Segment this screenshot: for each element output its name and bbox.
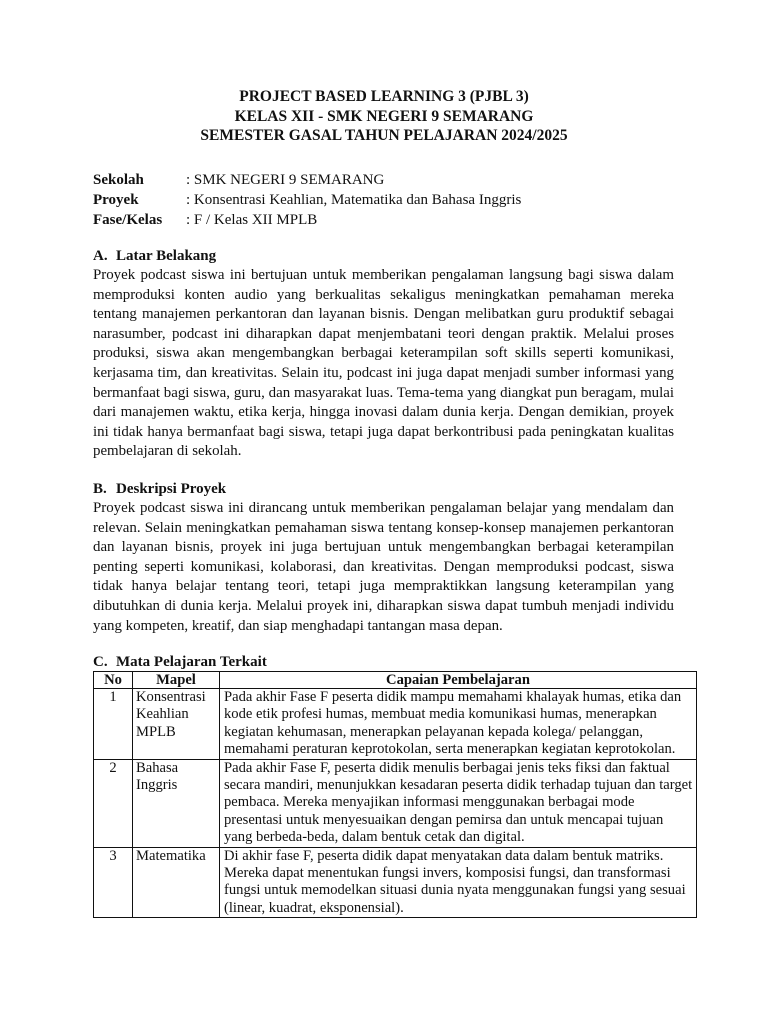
info-row-sekolah <box>93 170 521 190</box>
info-block <box>93 170 521 230</box>
section-heading <box>93 479 674 499</box>
cell-mapel: Konsentrasi Keahlian MPLB <box>133 689 220 760</box>
cell-capaian: Pada akhir Fase F peserta didik mampu memahami khalayak humas, etika dan kode etik profesi humas, membuat media komunikasi humas, menerapkan kegiatan kehumasan, menerapkan pelayanan kepada kolega/ pelanggan, memahami peraturan keprotokolan, serta menerapkan kegiatan keprotokolan. <box>220 689 697 760</box>
cell-capaian: Pada akhir Fase F, peserta didik menulis berbagai jenis teks fiksi dan faktual secara mandiri, menunjukkan kesadaran peserta didik terhadap tujuan dan target pembaca. Mereka menyajikan informasi menggunakan berbagai mode presentasi untuk menyesuaikan dengan pemirsa dan untuk mencapai tujuan yang berbeda-beda, dalam bentuk cetak dan digital. <box>220 759 697 847</box>
cell-no: 1 <box>94 689 133 760</box>
title-line-1: PROJECT BASED LEARNING 3 (PJBL 3) <box>239 88 529 105</box>
section-body: Proyek podcast siswa ini bertujuan untuk memberikan pengalaman langsung bagi siswa dalam memproduksi konten audio yang berkualitas sekaligus meningkatkan pemahaman mereka tentang manajemen perkantoran dan layanan bisnis. Dengan melibatkan guru produktif sebagai narasumber, podcast ini diharapkan dapat menjembatani teori dengan praktik. Melalui proses produksi, siswa akan mengembangkan berbagai keterampilan soft skills seperti komunikasi, kerjasama tim, dan kreativitas. Selain itu, podcast ini juga dapat menjadi sumber informasi yang bermanfaat bagi siswa, guru, dan masyarakat luas. Tema-tema yang diangkat pun beragam, mulai dari manajemen waktu, etika kerja, hingga inovasi dalam dunia kerja. Dengan demikian, proyek ini tidak hanya bermanfaat bagi siswa, tetapi juga dapat berkontribusi pada peningkatan kualitas pembelajaran di sekolah. <box>93 267 674 460</box>
info-value: : SMK NEGERI 9 SEMARANG <box>186 172 385 188</box>
table-row <box>94 759 697 847</box>
cell-mapel: Matematika <box>133 847 220 918</box>
table-row <box>94 689 697 760</box>
section-title: Deskripsi Proyek <box>116 481 227 497</box>
title-line-3: SEMESTER GASAL TAHUN PELAJARAN 2024/2025 <box>200 127 568 144</box>
info-value: : Konsentrasi Keahlian, Matematika dan Bahasa Inggris <box>186 192 522 208</box>
info-row-proyek <box>93 190 521 210</box>
cell-capaian: Di akhir fase F, peserta didik dapat menyatakan data dalam bentuk matriks. Mereka dapat menentukan fungsi invers, komposisi fungsi, dan transformasi fungsi untuk memodelkan situasi dunia nyata menggunakan fungsi yang sesuai (linear, kuadrat, eksponensial). <box>220 847 697 918</box>
section-mata-pelajaran <box>93 652 674 672</box>
info-label: Fase/Kelas <box>93 212 163 228</box>
section-latar-belakang <box>93 246 674 462</box>
info-row-fase-kelas <box>93 210 521 230</box>
header-mapel: Mapel <box>133 672 220 689</box>
cell-mapel: Bahasa Inggris <box>133 759 220 847</box>
cell-no: 2 <box>94 759 133 847</box>
cell-no: 3 <box>94 847 133 918</box>
section-deskripsi-proyek <box>93 479 674 636</box>
section-number: C. <box>93 654 108 670</box>
section-number: B. <box>93 481 107 497</box>
title-line-2: KELAS XII - SMK NEGERI 9 SEMARANG <box>234 107 534 125</box>
section-title: Latar Belakang <box>116 248 217 264</box>
section-heading <box>93 246 674 266</box>
document-title <box>0 87 768 146</box>
table-header-row <box>94 672 697 689</box>
section-number: A. <box>93 248 108 264</box>
header-capaian: Capaian Pembelajaran <box>220 672 697 689</box>
info-label: Proyek <box>93 192 139 208</box>
section-title: Mata Pelajaran Terkait <box>116 654 267 670</box>
info-label: Sekolah <box>93 172 144 188</box>
info-value: : F / Kelas XII MPLB <box>186 212 318 228</box>
section-heading <box>93 652 674 672</box>
section-body: Proyek podcast siswa ini dirancang untuk memberikan pengalaman belajar yang mendalam dan relevan. Selain meningkatkan pemahaman siswa tentang konsep-konsep manajemen perkantoran dan layanan bisnis, proyek ini juga bertujuan untuk mengembangkan berbagai keterampilan penting seperti komunikasi, kolaborasi, dan kreativitas. Dengan memproduksi podcast, siswa tidak hanya belajar tentang teori, tetapi juga mempraktikkan langsung keterampilan yang dibutuhkan di dunia kerja. Melalui proyek ini, diharapkan siswa dapat tumbuh menjadi individu yang kompeten, kreatif, dan siap menghadapi tantangan masa depan. <box>93 500 674 634</box>
table-row <box>94 847 697 918</box>
header-no: No <box>94 672 133 689</box>
mapel-table <box>93 671 697 918</box>
